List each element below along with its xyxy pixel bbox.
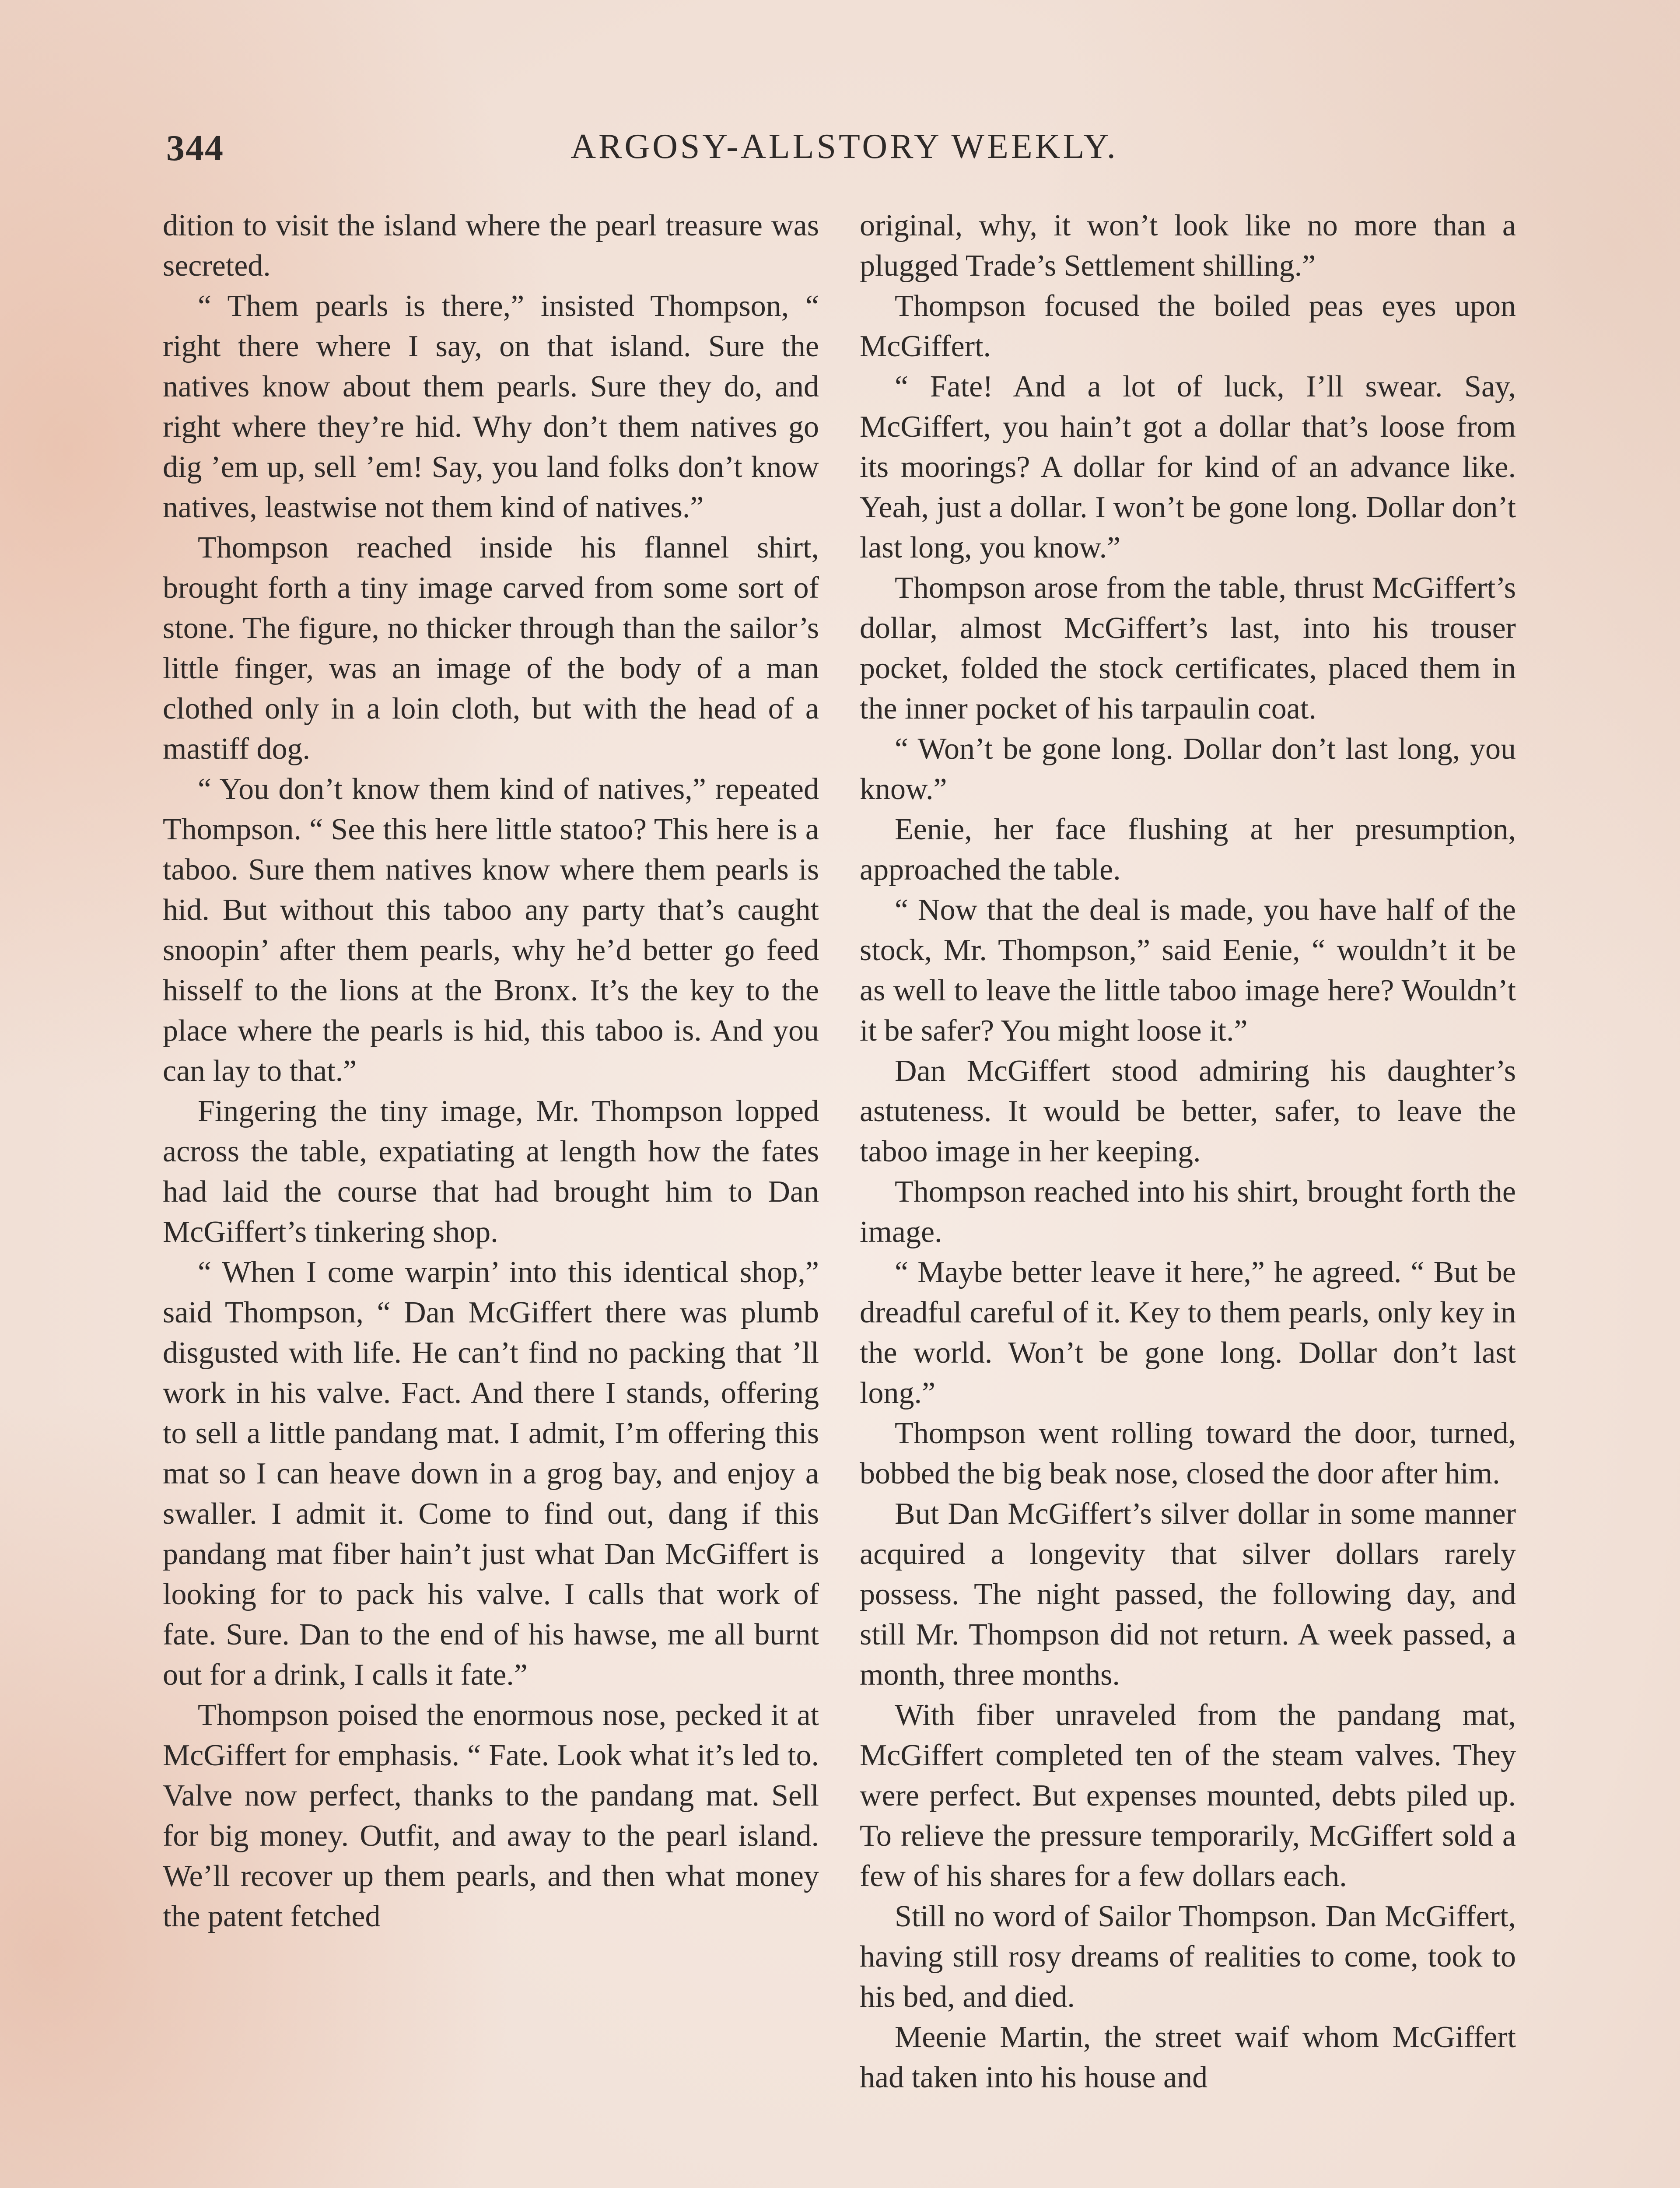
paragraph: Still no word of Sailor Thompson. Dan McGiffert, having still rosy dreams of realities to come, took to his bed, and died. (860, 1900, 1516, 2014)
paragraph: Dan McGiffert stood admiring his daughter’s astuteness. It would be better, safer, to leave the taboo image in her keeping. (860, 1054, 1516, 1168)
paragraph: Thompson poised the enormous nose, pecked it at McGiffert for emphasis. “ Fate. Look what it’s led to. Valve now perfect, thanks to the pandang mat. Sell for big money. Outfit, and away to the pearl island. We’ll recover up them pearls, and then what money the patent fetched (163, 1698, 819, 1933)
page-number: 344 (166, 128, 224, 168)
paragraph: “ Now that the deal is made, you have half of the stock, Mr. Thompson,” said Eenie, “ wouldn’t it be as well to leave the little taboo image here? Wouldn’t it be safer? You might loose it.” (860, 893, 1516, 1048)
paragraph: Thompson went rolling toward the door, turned, bobbed the big beak nose, closed the door after him. (860, 1417, 1516, 1490)
paragraph: “ You don’t know them kind of natives,” repeated Thompson. “ See this here little statoo? This here is a taboo. Sure them natives know where them pearls is hid. But without this taboo any party that’s caught snoopin’ after them pearls, why he’d better go feed hisself to the lions at the Bronx. It’s the key to the place where the pearls is hid, this taboo is. And you can lay to that.” (163, 772, 819, 1088)
paragraph: Thompson reached into his shirt, brought forth the image. (860, 1175, 1516, 1249)
paragraph: Thompson reached inside his flannel shirt, brought forth a tiny image carved from some sort of stone. The figure, no thicker through than the sailor’s little finger, was an image of the body of a man clothed only in a loin cloth, but with the head of a mastiff dog. (163, 531, 819, 766)
paragraph: Meenie Martin, the street waif whom McGiffert had taken into his house and (860, 2020, 1516, 2094)
paragraph: Thompson arose from the table, thrust McGiffert’s dollar, almost McGiffert’s last, into his trouser pocket, folded the stock certificates, placed them in the inner pocket of his tarpaulin coat. (860, 571, 1516, 726)
right-column (860, 206, 1516, 2098)
paragraph: dition to visit the island where the pearl treasure was secreted. (163, 209, 819, 283)
left-column (163, 206, 819, 1937)
paragraph: “ Them pearls is there,” insisted Thompson, “ right there where I say, on that island. Sure the natives know about them pearls. Sure they do, and right where they’re hid. Why don’t them natives go dig ’em up, sell ’em! Say, you land folks don’t know natives, leastwise not them kind of natives.” (163, 289, 819, 524)
paragraph: “ When I come warpin’ into this identical shop,” said Thompson, “ Dan McGiffert there was plumb disgusted with life. He can’t find no packing that ’ll work in his valve. Fact. And there I stands, offering to sell a little pandang mat. I admit, I’m offering this mat so I can heave down in a grog bay, and enjoy a swaller. I admit it. Come to find out, dang if this pandang mat fiber hain’t just what Dan McGiffert is looking for to pack his valve. I calls that work of fate. Sure. Dan to the end of his hawse, me all burnt out for a drink, I calls it fate.” (163, 1255, 819, 1692)
paragraph: Thompson focused the boiled peas eyes upon McGiffert. (860, 289, 1516, 363)
paragraph: With fiber unraveled from the pandang mat, McGiffert completed ten of the steam valves. They were perfect. But expenses mounted, debts piled up. To relieve the pressure temporarily, McGiffert sold a few of his shares for a few dollars each. (860, 1698, 1516, 1893)
paragraph: “ Fate! And a lot of luck, I’ll swear. Say, McGiffert, you hain’t got a dollar that’s loose from its moorings? A dollar for kind of an advance like. Yeah, just a dollar. I won’t be gone long. Dollar don’t last long, you know.” (860, 370, 1516, 565)
page-header (166, 127, 1522, 175)
paragraph: Fingering the tiny image, Mr. Thompson lopped across the table, expatiating at length how the fates had laid the course that had brought him to Dan McGiffert’s tinkering shop. (163, 1094, 819, 1249)
paragraph: Eenie, her face flushing at her presumption, approached the table. (860, 813, 1516, 887)
paragraph: But Dan McGiffert’s silver dollar in some manner acquired a longevity that silver dollars rarely possess. The night passed, the following day, and still Mr. Thompson did not return. A week passed, a month, three months. (860, 1497, 1516, 1692)
paragraph: “ Maybe better leave it here,” he agreed. “ But be dreadful careful of it. Key to them pearls, only key in the world. Won’t be gone long. Dollar don’t last long.” (860, 1255, 1516, 1410)
paragraph: original, why, it won’t look like no more than a plugged Trade’s Settlement shilling.” (860, 209, 1516, 283)
running-head: ARGOSY-ALLSTORY WEEKLY. (570, 127, 1118, 166)
paragraph: “ Won’t be gone long. Dollar don’t last long, you know.” (860, 732, 1516, 806)
